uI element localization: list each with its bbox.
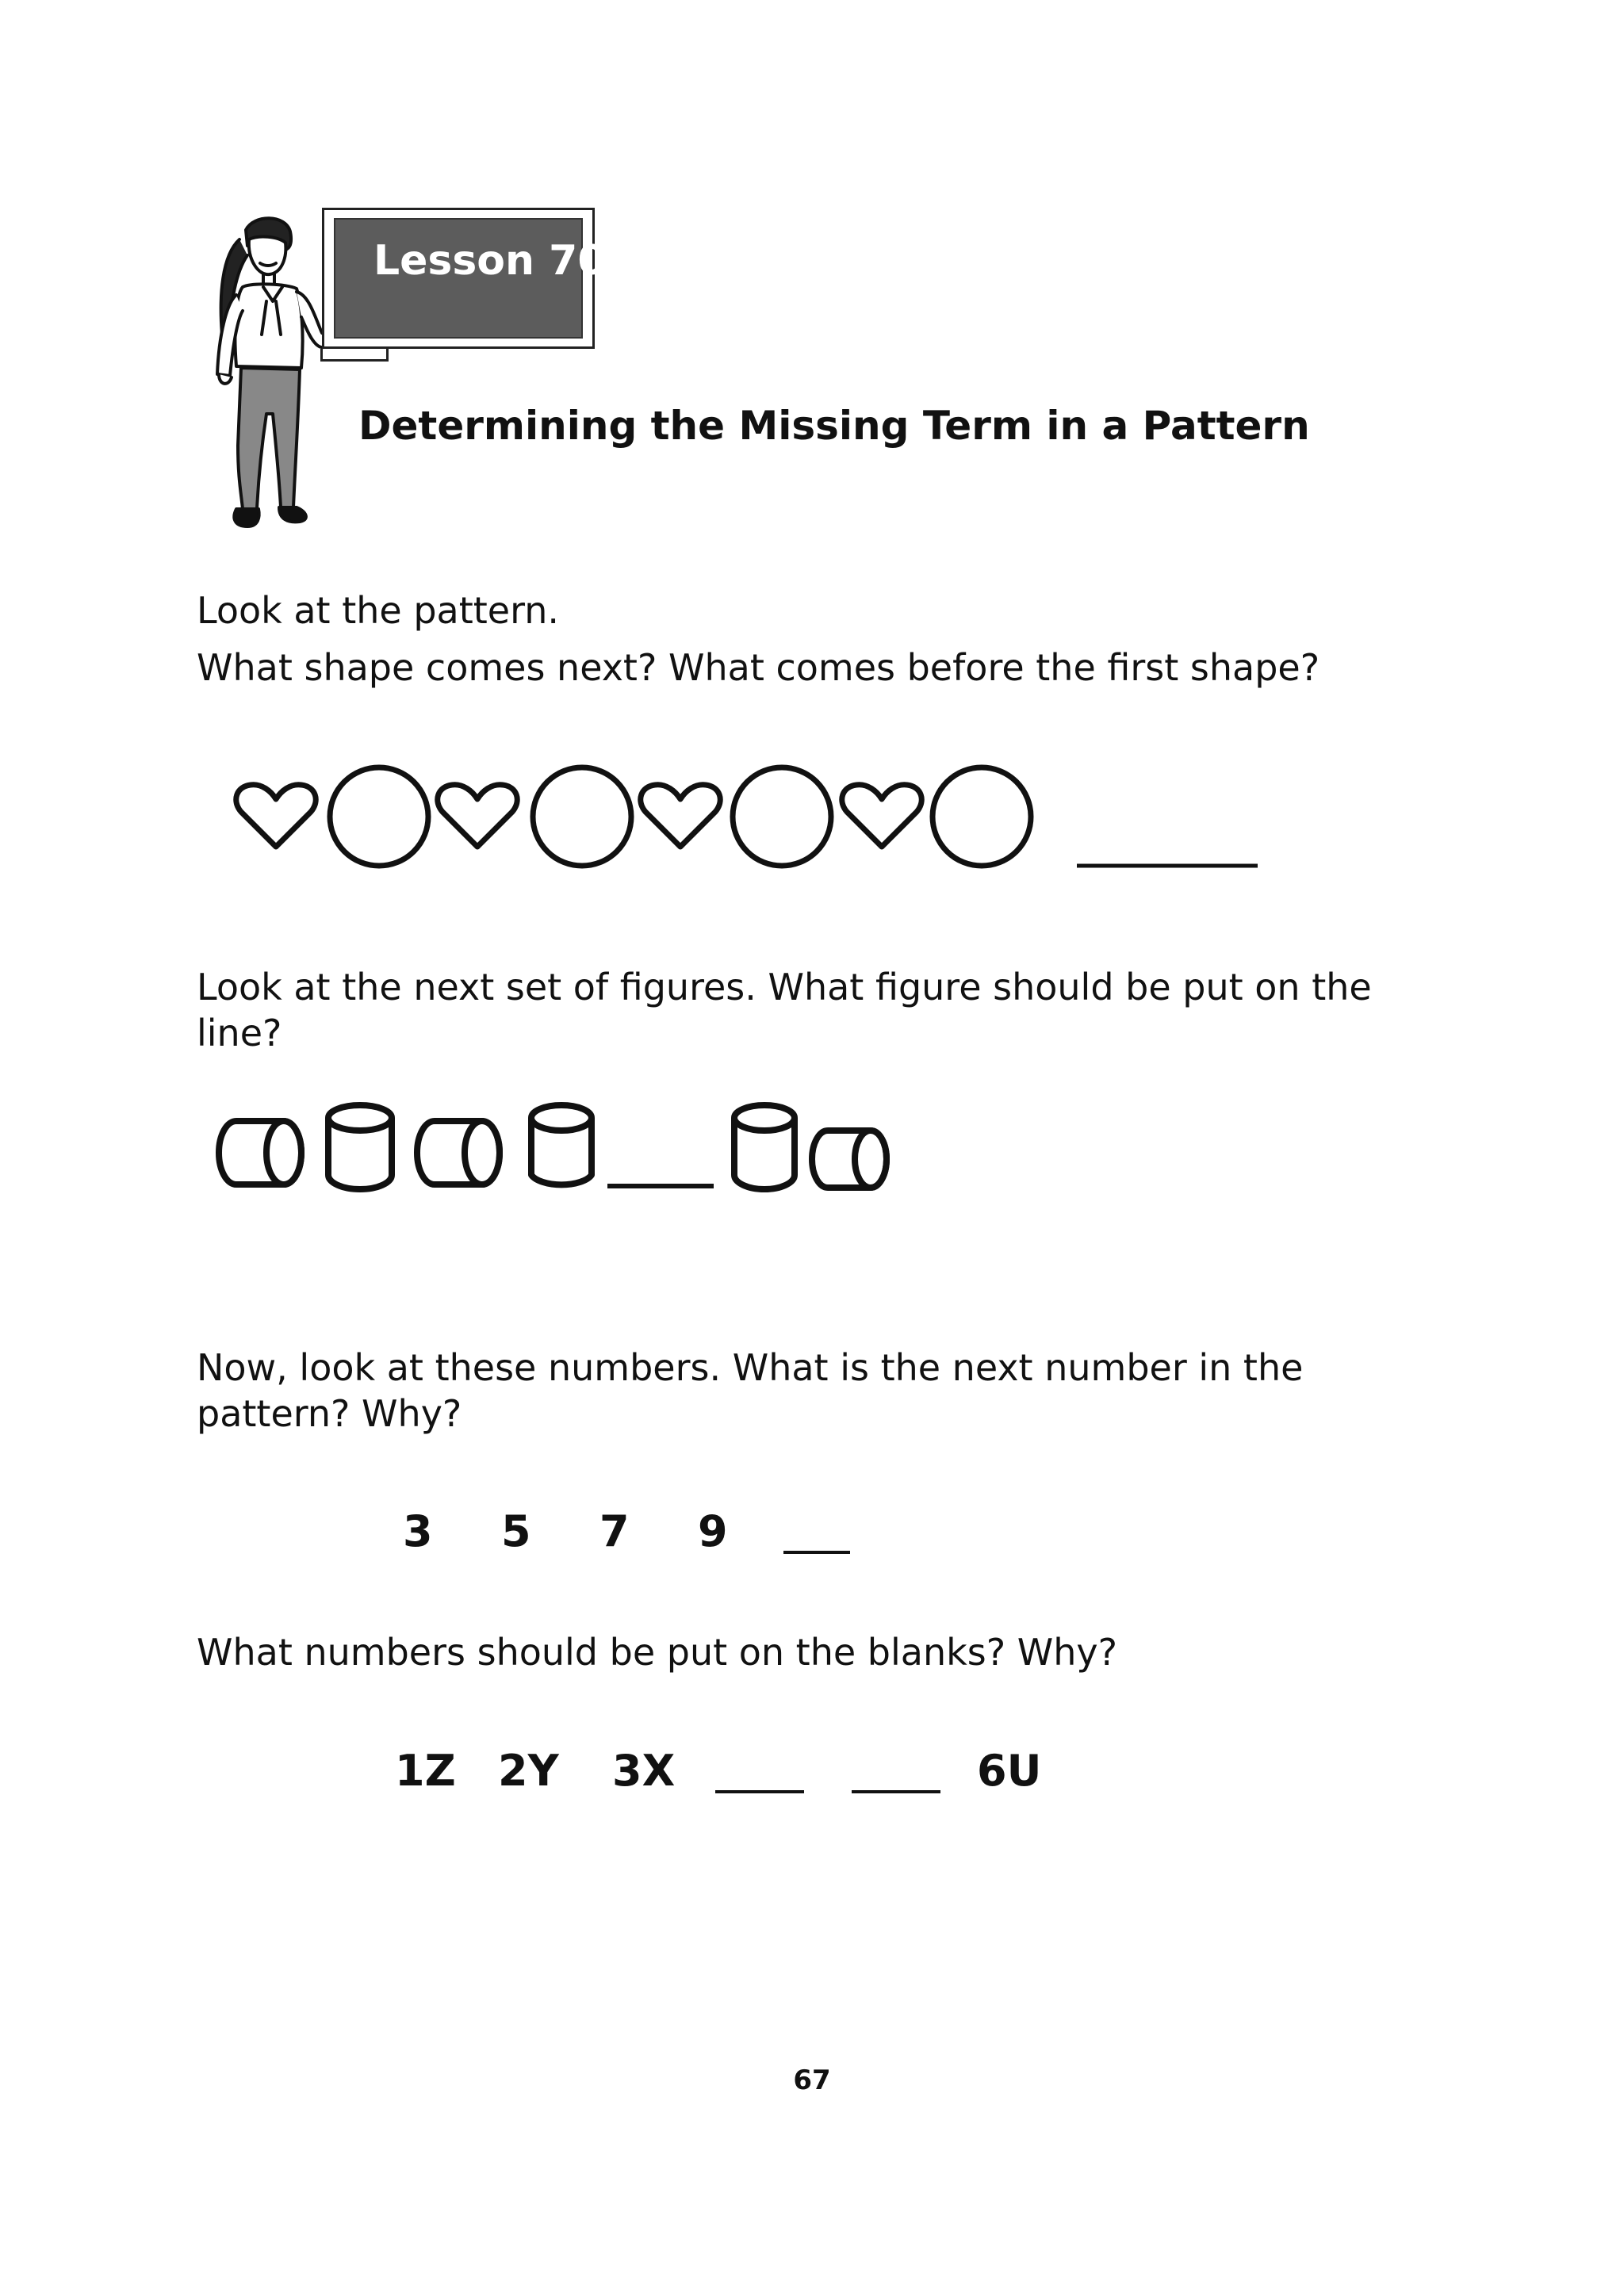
- sequence-item: 6U: [977, 1746, 1042, 1796]
- page-number: 67: [793, 2064, 831, 2096]
- cylinder-horizontal-shape: [219, 1121, 301, 1184]
- heart-shape: [438, 785, 517, 847]
- sequence-item: 1Z: [395, 1746, 456, 1796]
- cylinder-upright-shape: [328, 1105, 392, 1189]
- number-sequence-item: 5: [501, 1506, 531, 1556]
- number-sequence-item: 3: [403, 1506, 433, 1556]
- circle-shape: [330, 767, 428, 866]
- shape-pattern: [230, 753, 1293, 880]
- lesson-title: Lesson 70: [373, 237, 607, 285]
- section1-instruction: Look at the pattern.: [197, 589, 559, 632]
- answer-blank: [852, 1790, 940, 1793]
- answer-blank: [715, 1790, 804, 1793]
- cylinder-upright-shape: [531, 1105, 592, 1184]
- cylinder-horizontal-shape: [812, 1131, 887, 1188]
- sequence-item: 3X: [612, 1746, 676, 1796]
- circle-shape: [533, 767, 631, 866]
- heart-shape: [236, 785, 316, 847]
- heart-shape: [641, 785, 720, 847]
- section3-instruction: Now, look at these numbers. What is the next number in the pattern? Why?: [197, 1346, 1304, 1435]
- blackboard-surface: [334, 218, 607, 339]
- blackboard-stand: [320, 349, 389, 362]
- circle-shape: [733, 767, 831, 866]
- section2-instruction: Look at the next set of figures. What figure should be put on the line?: [197, 966, 1372, 1054]
- section4-instruction: What numbers should be put on the blanks? Why?: [197, 1631, 1118, 1674]
- section1-question: What shape comes next? What comes before the first shape?: [197, 646, 1320, 689]
- answer-blank: [783, 1551, 850, 1554]
- cylinder-upright-shape: [734, 1105, 795, 1189]
- blackboard: [322, 208, 607, 349]
- cylinder-pattern: [213, 1097, 926, 1200]
- number-sequence-item: 9: [698, 1506, 728, 1556]
- lesson-heading: Determining the Missing Term in a Pattern: [358, 403, 1310, 449]
- sequence-item: 2Y: [498, 1746, 559, 1796]
- cylinder-horizontal-shape: [417, 1121, 500, 1184]
- heart-shape: [842, 785, 921, 847]
- number-sequence-item: 7: [599, 1506, 630, 1556]
- circle-shape: [933, 767, 1031, 866]
